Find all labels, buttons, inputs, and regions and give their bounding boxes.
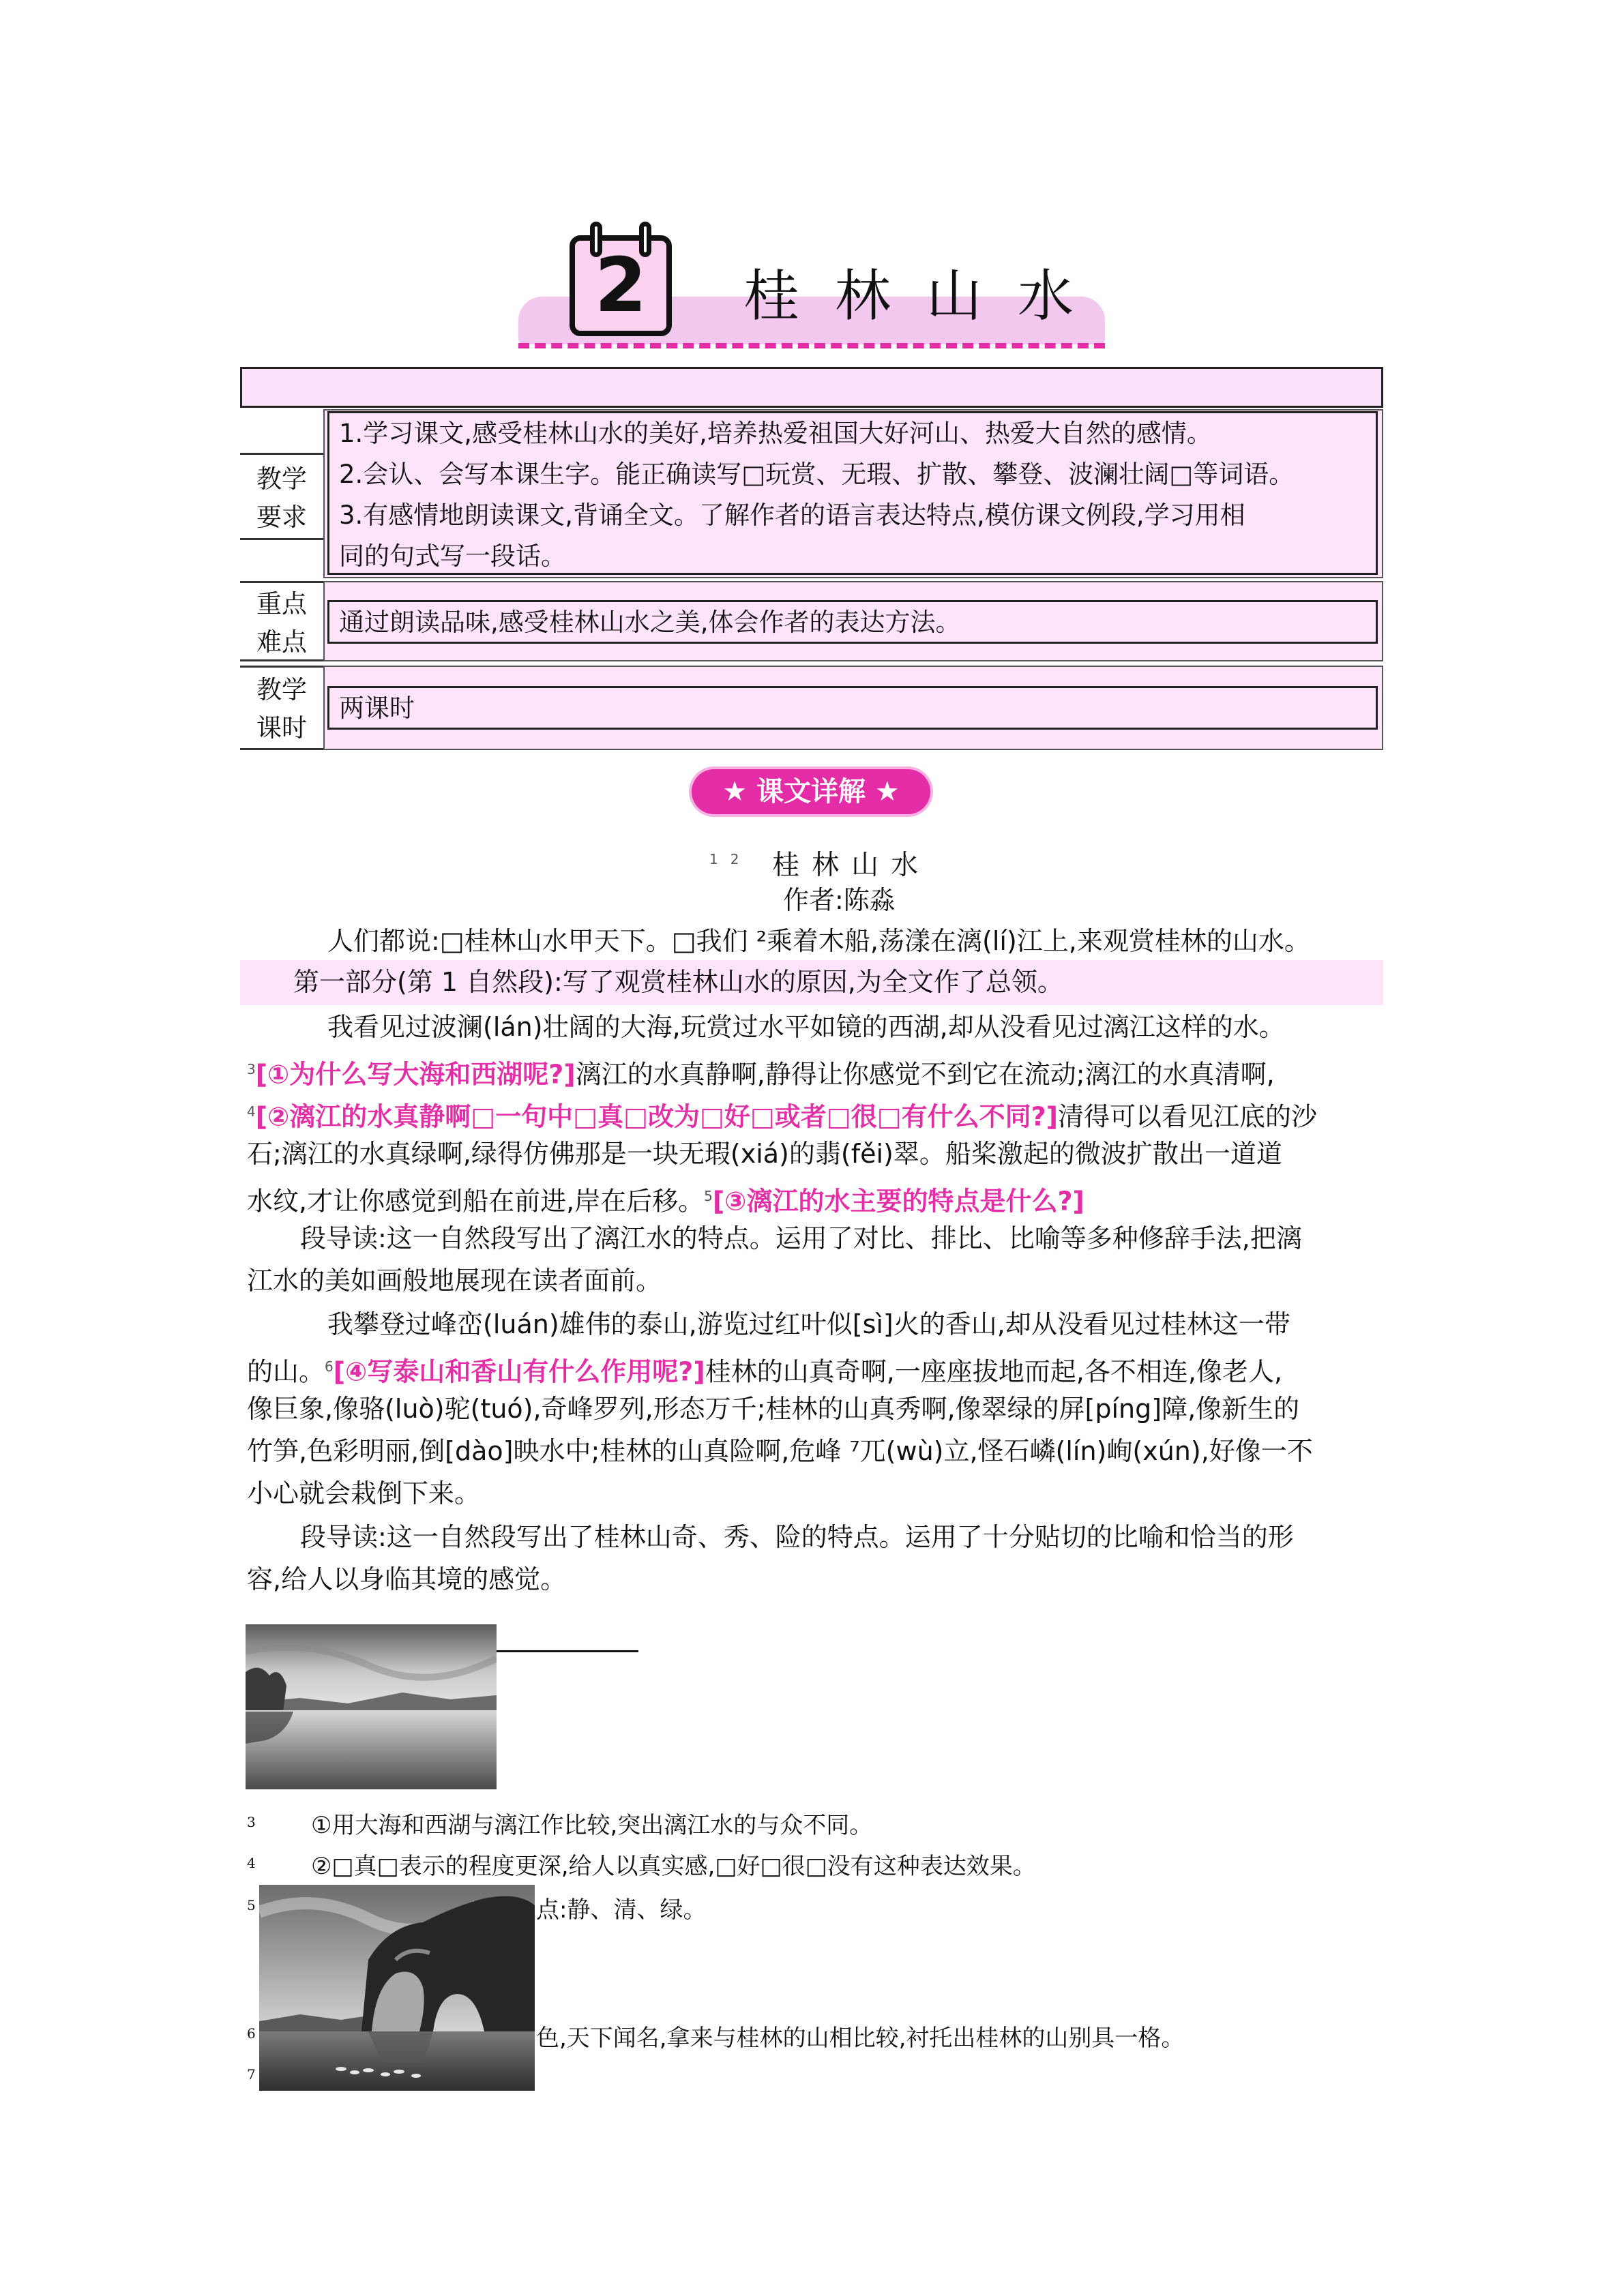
footnote-text: ②□真□表示的程度更深,给人以真实感,□好□很□没有这种表达效果。 — [311, 1853, 1036, 1880]
footnote-rule — [497, 1650, 638, 1652]
lesson-title: 桂林山水 — [743, 264, 1110, 329]
section-tag: ★ 课文详解 ★ — [692, 769, 930, 814]
lake-photo — [246, 1624, 497, 1789]
keypoints-label: 重点 难点 — [240, 581, 323, 661]
paragraph-2-line: $^4$[②漓江的水真静啊□一句中□真□改为□好□或者□很□有什么不同?]清得可以看见江底的沙 — [247, 1101, 1318, 1132]
requirement-item: 1.学习课文,感受桂林山水的美好,培养热爱祖国大好河山、热爱大自然的感情。 — [339, 419, 1212, 448]
paragraph-3-line: 我攀登过峰峦(luán)雄伟的泰山,游览过红叶似[sì]火的香山,却从没看见过桂林这一带 — [327, 1309, 1290, 1339]
guide-2-line: 段导读:这一自然段写出了桂林山奇、秀、险的特点。运用了十分贴切的比喻和恰当的形 — [300, 1522, 1294, 1552]
paragraph-2-line: 石;漓江的水真绿啊,绿得仿佛那是一块无瑕(xiá)的翡(fěi)翠。船桨激起的微波扩散出一道道 — [247, 1139, 1282, 1169]
requirement-item: 3.有感情地朗读课文,背诵全文。了解作者的语言表达特点,模仿课文例段,学习用相 — [339, 501, 1245, 530]
paragraph-2-line: $^3$[①为什么写大海和西湖呢?]漓江的水真静啊,静得让你感觉不到它在流动;漓江的水真清啊, — [247, 1059, 1275, 1090]
hours-label: 教学 课时 — [240, 666, 323, 750]
text-title: $^{12}$ 桂林山水 — [709, 849, 931, 881]
keypoints-text: 通过朗读品味,感受桂林山水之美,体会作者的表达方法。 — [339, 608, 961, 637]
question-4: [④写泰山和香山有什么作用呢?] — [333, 1356, 705, 1387]
lesson-number: 2 — [594, 241, 647, 329]
paragraph-3-line: 小心就会栽倒下来。 — [247, 1478, 481, 1508]
keypoints-box — [327, 600, 1378, 644]
paragraph-2-line: 水纹,才让你感觉到船在前进,岸在后移。$^5$[③漓江的水主要的特点是什么?] — [247, 1186, 1084, 1217]
paragraph-2-line: 我看见过波澜(lán)壮阔的大海,玩赏过水平如镜的西湖,却从没看见过漓江这样的水。 — [327, 1012, 1285, 1042]
elephant-hill-photo — [259, 1885, 535, 2091]
question-1: [①为什么写大海和西湖呢?] — [255, 1059, 576, 1090]
requirement-item: 2.会认、会写本课生字。能正确读写□玩赏、无瑕、扩散、攀登、波澜壮阔□等词语。 — [339, 460, 1295, 489]
requirements-list — [327, 411, 1378, 575]
hours-text: 两课时 — [339, 694, 415, 723]
guide-2-line: 容,给人以身临其境的感觉。 — [247, 1564, 567, 1594]
footnote-text: 色,天下闻名,拿来与桂林的山相比较,衬托出桂林的山别具一格。 — [536, 2025, 1185, 2052]
question-3: [③漓江的水主要的特点是什么?] — [712, 1186, 1084, 1217]
paragraph-3-line: 的山。$^6$[④写泰山和香山有什么作用呢?]桂林的山真奇啊,一座座拔地而起,各不相连,像老人, — [247, 1356, 1283, 1387]
footnote-number: 5 — [247, 1897, 256, 1913]
guide-1-line: 段导读:这一自然段写出了漓江水的特点。运用了对比、排比、比喻等多种修辞手法,把漓 — [300, 1223, 1302, 1253]
text-author: 作者:陈淼 — [783, 885, 896, 915]
banner-dashed-divider — [518, 343, 1105, 348]
footnote-text: ①用大海和西湖与漓江作比较,突出漓江水的与众不同。 — [311, 1812, 873, 1839]
footnote-number: 6 — [247, 2025, 256, 2042]
lesson-banner — [518, 208, 1112, 351]
requirement-item: 同的句式写一段话。 — [339, 541, 566, 571]
requirements-label: 教学 要求 — [240, 453, 323, 540]
requirements-header-bar — [240, 367, 1383, 408]
footnote-number: 7 — [247, 2066, 256, 2083]
question-2: [②漓江的水真静啊□一句中□真□改为□好□或者□很□有什么不同?] — [255, 1101, 1059, 1132]
calendar-icon — [570, 222, 672, 336]
guide-1-line: 江水的美如画般地展现在读者面前。 — [247, 1266, 662, 1296]
footnote-text: 点:静、清、绿。 — [536, 1896, 707, 1924]
paragraph-3-line: 竹笋,色彩明丽,倒[dào]映水中;桂林的山真险啊,危峰 ⁷兀(wù)立,怪石嶙(lín)峋(xún),好像一不 — [247, 1436, 1313, 1466]
hours-box — [327, 686, 1378, 730]
footnote-number: 3 — [247, 1814, 256, 1830]
paragraph-3-line: 像巨象,像骆(luò)驼(tuó),奇峰罗列,形态万千;桂林的山真秀啊,像翠绿的屏[píng]障,像新生的 — [247, 1394, 1300, 1424]
paragraph-1: 人们都说:□桂林山水甲天下。□我们 ²乘着木船,荡漾在漓(lí)江上,来观赏桂林的山水。 — [327, 926, 1310, 956]
part-1-summary: 第一部分(第 1 自然段):写了观赏桂林山水的原因,为全文作了总领。 — [293, 967, 1063, 997]
footnote-number: 4 — [247, 1855, 256, 1871]
